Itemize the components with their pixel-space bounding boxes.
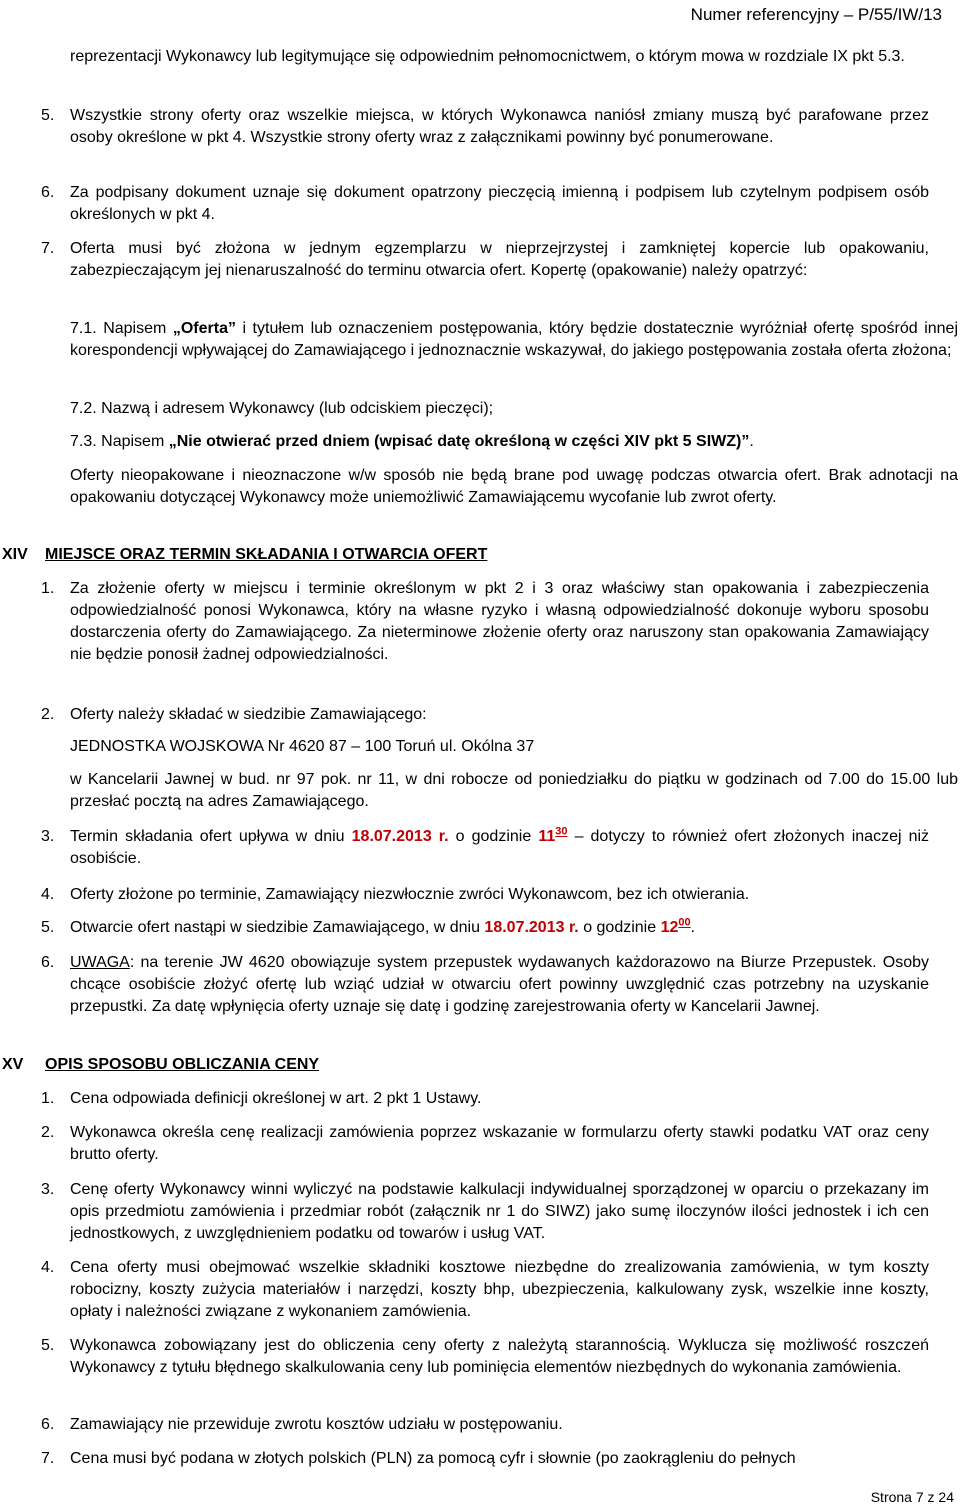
xiv-item-6: 6. UWAGA: na terenie JW 4620 obowiązuje system przepustek wydawanych każdorazowo na Biurze Przepustek. Osoby chcące osobiście złożyć ofertę lub wziąć udział w otwarciu ofert powinny uwzględnić czas potrzebny na uzyskanie przepustki. Za datę wpłynięcia oferty uznaje się datę i godzinę zarejestrowania oferty w Kancelarii Jawnej. bbox=[41, 954, 929, 1015]
xv-item-6: 6. Zamawiający nie przewiduje zwrotu kosztów udziału w postępowaniu. bbox=[41, 1416, 563, 1433]
section-xv-heading: XV OPIS SPOSOBU OBLICZANIA CENY bbox=[2, 1056, 320, 1073]
sub-item-7-3: 7.3. Napisem „Nie otwierać przed dniem (wpisać datę określoną w części XIV pkt 5 SIWZ)”. bbox=[70, 433, 754, 450]
xv-item-7: 7. Cena musi być podana w złotych polskich (PLN) za pomocą cyfr i słownie (po zaokrągleniu do pełnych bbox=[41, 1450, 796, 1467]
list-item-6: 6. Za podpisany dokument uznaje się dokument opatrzony pieczęcią imienną i podpisem lub czytelnym podpisem osób określonych w pkt 4. bbox=[41, 184, 929, 223]
reference-number: Numer referencyjny – P/55/IW/13 bbox=[690, 5, 942, 24]
warning-label: UWAGA bbox=[70, 954, 130, 971]
sub-item-7-1: 7.1. Napisem „Oferta” i tytułem lub oznaczeniem postępowania, który będzie dostatecznie wyróżniał ofertę spośród innej korespondencji wpływającej do Zamawiającego i jednoznacznie wskazywał, do jakiego postępowania została oferta złożona; bbox=[70, 320, 958, 359]
page-number: Strona 7 z 24 bbox=[870, 1489, 954, 1505]
list-item-7: 7. Oferta musi być złożona w jednym egzemplarzu w nieprzejrzystej i zamkniętej kopercie lub opakowaniu, zabezpieczającym jej nienaruszalność do terminu otwarcia ofert. Kopertę (opakowanie) należy opatrzyć: bbox=[41, 240, 929, 279]
submission-date: 18.07.2013 r. bbox=[351, 828, 449, 845]
xiv-item-2: 2. Oferty należy składać w siedzibie Zamawiającego: bbox=[41, 706, 427, 723]
xv-item-4: 4. Cena oferty musi obejmować wszelkie składniki kosztowe niezbędne do zrealizowania zamówienia, w tym koszty robocizny, koszty zużycia materiałów i narzędzi, koszty bhp, ubezpieczenia, kalkulowany zysk, wszelkie inne koszty, opłaty i należności związane z wykonaniem zamówienia. bbox=[41, 1259, 929, 1320]
opening-time: $12^{00}$ bbox=[660, 916, 691, 936]
xv-item-5: 5. Wykonawca zobowiązany jest do obliczenia ceny oferty z należytą starannością. Wyklucza się możliwość roszczeń Wykonawcy z tytułu błędnego skalkulowania ceny lub pominięcia elementów niezbędnych do wykonania zamówienia. bbox=[41, 1337, 929, 1376]
xiv-item-4: 4. Oferty złożone po terminie, Zamawiający niezwłocznie zwróci Wykonawcom, bez ich otwierania. bbox=[41, 886, 750, 903]
address-line: JEDNOSTKA WOJSKOWA Nr 4620 87 – 100 Toruń ul. Okólna 37 bbox=[70, 738, 535, 755]
opening-date: 18.07.2013 r. bbox=[484, 919, 579, 936]
section-xiv-heading: XIV MIEJSCE ORAZ TERMIN SKŁADANIA I OTWARCIA OFERT bbox=[2, 546, 488, 563]
office-hours: w Kancelarii Jawnej w bud. nr 97 pok. nr 11, w dni robocze od poniedziałku do piątku w godzinach od 7.00 do 15.00 lub przesłać pocztą na adres Zamawiającego. bbox=[70, 771, 958, 810]
sub-item-7-2: 7.2. Nazwą i adresem Wykonawcy (lub odciskiem pieczęci); bbox=[70, 400, 494, 417]
packaging-note: Oferty nieopakowane i nieoznaczone w/w sposób nie będą brane pod uwagę podczas otwarcia ofert. Brak adnotacji na opakowaniu dotyczącej Wykonawcy może uniemożliwić Zamawiającemu wycofanie lub zwrot oferty. bbox=[70, 467, 958, 506]
list-item-5: 5. Wszystkie strony oferty oraz wszelkie miejsca, w których Wykonawca naniósł zmiany muszą być parafowane przez osoby określone w pkt 4. Wszystkie strony oferty wraz z załącznikami powinny być ponumerowane. bbox=[41, 107, 929, 146]
xv-item-2: 2. Wykonawca określa cenę realizacji zamówienia poprzez wskazanie w formularzu oferty stawki podatku VAT oraz ceny brutto oferty. bbox=[41, 1124, 929, 1163]
xiv-item-5: 5. Otwarcie ofert nastąpi w siedzibie Zamawiającego, w dniu 18.07.2013 r. o godzinie $12^{00}$. bbox=[41, 916, 696, 936]
continuation-paragraph: reprezentacji Wykonawcy lub legitymujące się odpowiednim pełnomocnictwem, o którym mowa w rozdziale IX pkt 5.3. bbox=[70, 48, 905, 65]
xv-item-1: 1. Cena odpowiada definicji określonej w art. 2 pkt 1 Ustawy. bbox=[41, 1090, 482, 1107]
xiv-item-1: 1. Za złożenie oferty w miejscu i terminie określonym w pkt 2 i 3 oraz właściwy stan opakowania i zabezpieczenia odpowiedzialność ponosi Wykonawca, który na własne ryzyko i własną odpowiedzialność dokonuje wyboru sposobu dostarczenia oferty do Zamawiającego. Za nieterminowe złożenie oferty oraz naruszony stan opakowania Zamawiający nie będzie ponosił żadnej odpowiedzialności. bbox=[41, 580, 929, 663]
submission-time: $11^{30}$ bbox=[538, 825, 568, 845]
xv-item-3: 3. Cenę oferty Wykonawcy winni wyliczyć na podstawie kalkulacji indywidualnej sporządzonej w oparciu o przekazany im opis przedmiotu zamówienia i przedmiar robót (załącznik nr 1 do SIWZ) jako sumę iloczynów ilości jednostek i ich cen jednostkowych, z uwzględnieniem podatku od towarów i usług VAT. bbox=[41, 1181, 929, 1242]
xiv-item-3: 3. Termin składania ofert upływa w dniu 18.07.2013 r. o godzinie $11^{30}$ – dotyczy to również ofert złożonych inaczej niż osobiście. bbox=[41, 825, 930, 867]
